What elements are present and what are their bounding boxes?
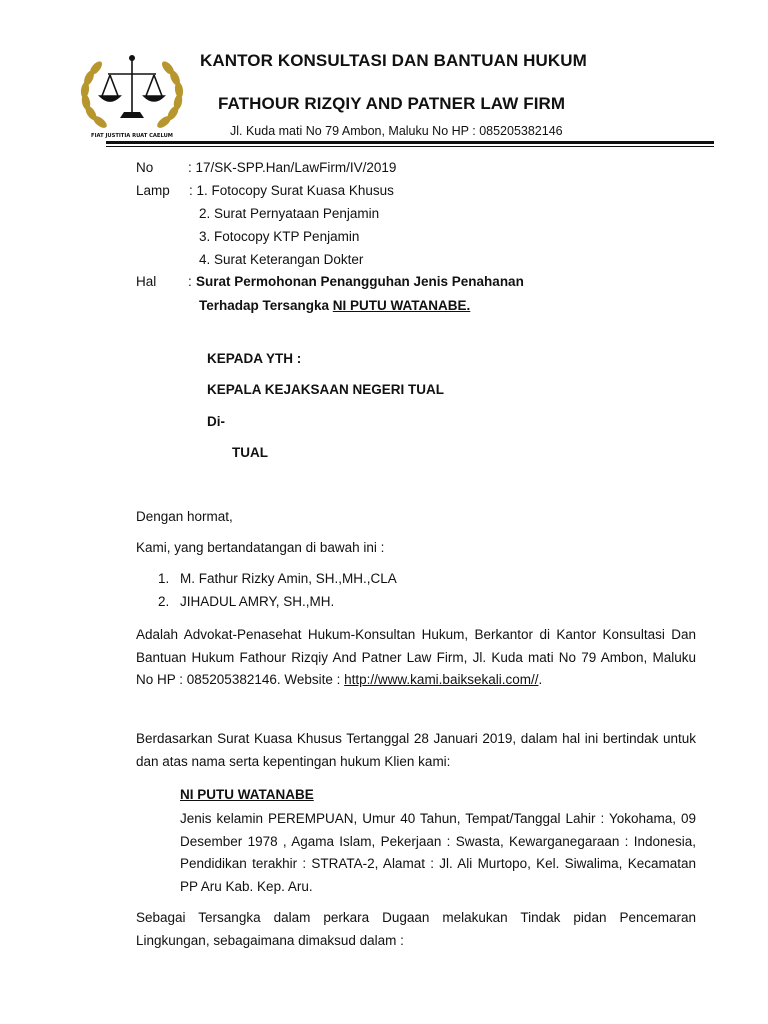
law-firm-logo (74, 38, 190, 142)
lamp-item: 4. Surat Keterangan Dokter (199, 252, 364, 267)
client-name: NI PUTU WATANABE (180, 787, 314, 802)
recipient-di: Di- (207, 414, 225, 429)
greeting: Dengan hormat, (136, 509, 233, 524)
signer-name: M. Fathur Rizky Amin, SH.,MH.,CLA (180, 571, 397, 586)
basis-paragraph: Berdasarkan Surat Kuasa Khusus Tertanggal 28 Januari 2019, dalam hal ini bertindak untuk dan atas nama serta kepentingan hukum Klien kami: (136, 731, 696, 769)
firm-name-line2: FATHOUR RIZQIY AND PATNER LAW FIRM (218, 94, 566, 113)
advocate-suffix: . (538, 672, 543, 687)
firm-address: Jl. Kuda mati No 79 Ambon, Maluku No HP : 085205382146 (230, 124, 563, 138)
lamp-item: 3. Fotocopy KTP Penjamin (199, 229, 360, 244)
list-number: 2. (158, 593, 170, 609)
signer-name: JIHADUL AMRY, SH.,MH. (180, 593, 335, 609)
recipient-kepada: KEPADA YTH : (207, 351, 302, 366)
subject-prefix: Terhadap Tersangka (199, 298, 333, 313)
signers-list (136, 568, 397, 613)
lamp-item: : 1. Fotocopy Surat Kuasa Khusus (189, 183, 394, 198)
lamp-label: Lamp (136, 183, 170, 198)
intro-text: Kami, yang bertandatangan di bawah ini : (136, 540, 385, 555)
firm-name-line1: KANTOR KONSULTASI DAN BANTUAN HUKUM (200, 51, 587, 70)
case-paragraph: Sebagai Tersangka dalam perkara Dugaan melakukan Tindak pidan Pencemaran Lingkungan, sebagaimana dimaksud dalam : (136, 910, 696, 948)
header-divider-thick (106, 141, 714, 144)
recipient-city: TUAL (232, 445, 268, 460)
hal-label: Hal (136, 274, 157, 289)
client-details: Jenis kelamin PEREMPUAN, Umur 40 Tahun, Tempat/Tanggal Lahir : Yokohama, 09 Desember 1978 , Agama Islam, Pekerjaan : Swasta, Kewarganegaraan : Indonesia, Pendidikan terakhir : STRATA-2, Alamat : Jl. Ali Murtopo, Kel. Siwalima, Kecamatan PP Aru Kab. Kep. Aru. (180, 811, 696, 894)
no-label: No (136, 160, 154, 175)
no-value: : 17/SK-SPP.Han/LawFirm/IV/2019 (188, 160, 397, 175)
hal-colon: : (188, 274, 192, 289)
lamp-item: 2. Surat Pernyataan Penjamin (199, 206, 380, 221)
subject-line2 (199, 298, 470, 313)
scales-of-justice-icon (74, 38, 190, 142)
recipient-office: KEPALA KEJAKSAAN NEGERI TUAL (207, 382, 445, 397)
subject-line1: Surat Permohonan Penangguhan Jenis Penahanan (196, 274, 524, 289)
header-divider-thin (106, 146, 714, 147)
suspect-name: NI PUTU WATANABE. (332, 298, 471, 313)
list-item (136, 568, 397, 591)
advocate-text: Adalah Advokat-Penasehat Hukum-Konsultan Hukum, Berkantor di Kantor Konsultasi Dan Bantuan Hukum Fathour Rizqiy And Patner Law Firm, Jl. Kuda mati No 79 Ambon, Maluku No HP : 085205382146. Website : (136, 627, 696, 687)
list-number: 1. (158, 571, 170, 586)
logo-motto: FIAT JUSTITIA RUAT CAELUM (91, 133, 173, 139)
list-item (136, 591, 397, 614)
advocate-paragraph (136, 624, 696, 692)
website-link[interactable]: http://www.kami.baiksekali.com// (344, 672, 539, 687)
